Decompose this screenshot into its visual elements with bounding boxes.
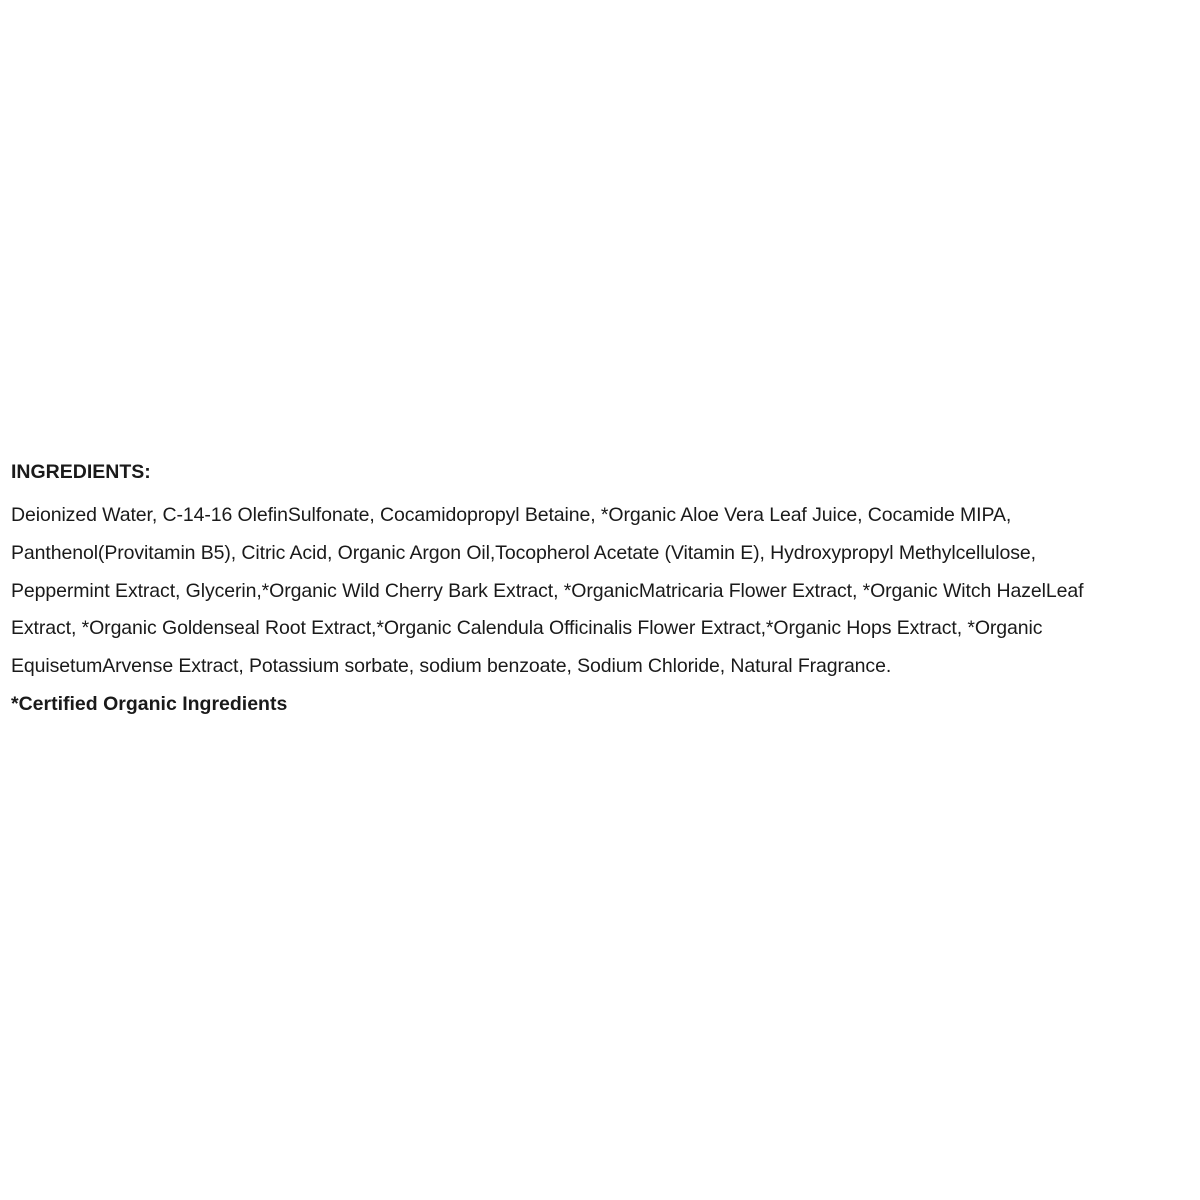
ingredients-line: Extract, *Organic Goldenseal Root Extract,*Organic Calendula Officinalis Flower Extract,*Organic Hops Extract, *Organic [11,617,1043,640]
certified-organic-footnote: *Certified Organic Ingredients [11,692,288,715]
ingredients-line: EquisetumArvense Extract, Potassium sorbate, sodium benzoate, Sodium Chloride, Natural Fragrance. [11,655,892,678]
ingredients-heading: INGREDIENTS: [11,461,151,483]
ingredients-line: Deionized Water, C-14-16 OlefinSulfonate, Cocamidopropyl Betaine, *Organic Aloe Vera Leaf Juice, Cocamide MIPA, [11,504,1012,526]
ingredients-list [11,497,1197,686]
ingredients-section [11,460,1197,724]
ingredients-line: Peppermint Extract, Glycerin,*Organic Wild Cherry Bark Extract, *OrganicMatricaria Flower Extract, *Organic Witch HazelLeaf [11,579,1084,602]
ingredients-line: Panthenol(Provitamin B5), Citric Acid, Organic Argon Oil,Tocopherol Acetate (Vitamin E), Hydroxypropyl Methylcellulose, [11,541,1036,564]
